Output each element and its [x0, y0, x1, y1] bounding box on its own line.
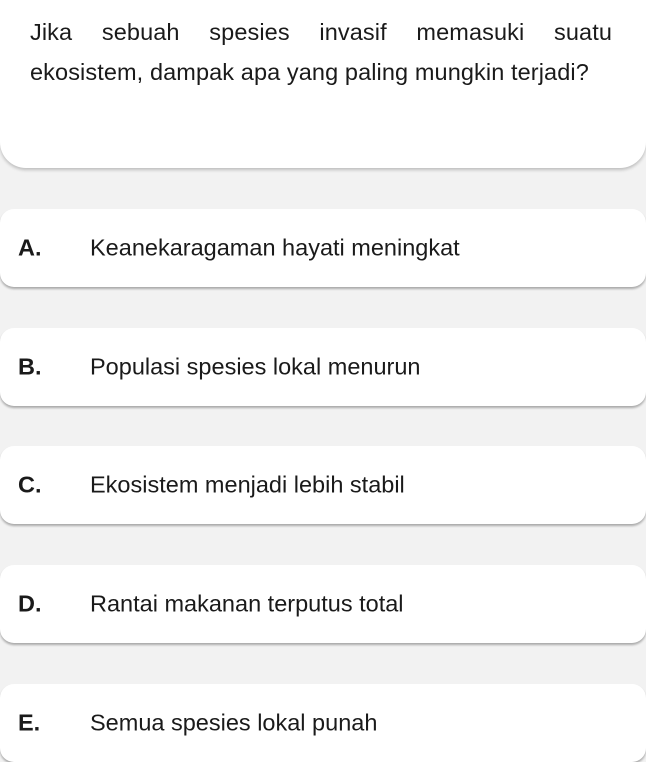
option-text: Semua spesies lokal punah	[90, 709, 378, 736]
option-letter: C.	[18, 471, 42, 498]
option-c[interactable]	[0, 446, 646, 524]
option-text: Ekosistem menjadi lebih stabil	[90, 471, 405, 498]
option-d[interactable]	[0, 565, 646, 643]
option-text: Keanekaragaman hayati meningkat	[90, 234, 460, 261]
option-text: Rantai makanan terputus total	[90, 590, 404, 617]
option-a[interactable]	[0, 209, 646, 287]
option-letter: D.	[18, 590, 42, 617]
question-text: Jika sebuah spesies invasif memasuki suatu ekosistem, dampak apa yang paling mungkin terjadi?	[30, 19, 612, 85]
option-b[interactable]	[0, 328, 646, 406]
option-letter: B.	[18, 353, 42, 380]
option-letter: A.	[18, 234, 42, 261]
option-text: Populasi spesies lokal menurun	[90, 353, 421, 380]
option-letter: E.	[18, 709, 41, 736]
option-e[interactable]	[0, 684, 646, 762]
